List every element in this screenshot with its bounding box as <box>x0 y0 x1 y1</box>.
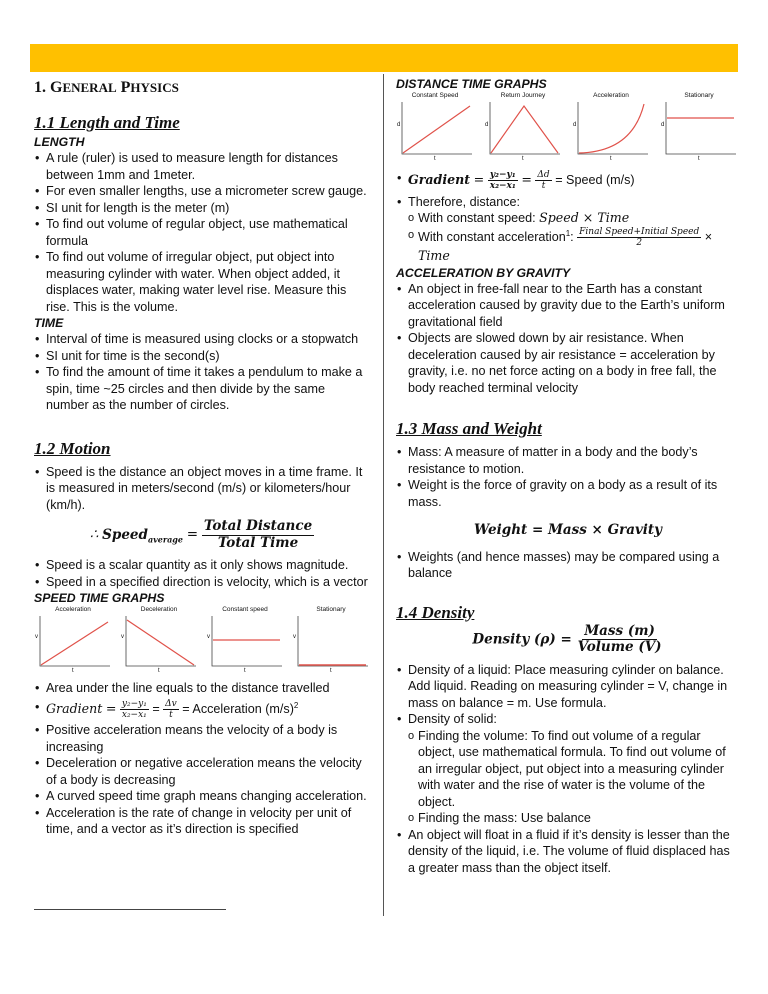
list-item: • Density of solid: <box>396 711 740 728</box>
graph-constant-speed-dt: Constant Speed d t <box>396 92 474 156</box>
motion-intro-list <box>34 464 370 514</box>
column-divider <box>383 74 384 916</box>
list-item: o Finding the volume: To find out volume of a regular object, use mathematical formula. To find out volume of an irregular object, put object into a measuring cylinder with water and the rise of water is the volume of the object. <box>396 728 740 811</box>
weight-equation: Weight = Mass × Gravity <box>473 522 663 539</box>
motion-list <box>34 557 370 590</box>
density-list <box>396 662 740 728</box>
list-item: • To find out volume of irregular object, put object into measuring cylinder with water. When object added, it displaces water, making water level rise. Measure this rise. This is the volume. <box>34 249 370 315</box>
list-item: • Speed in a specified direction is velocity, which is a vector <box>34 574 370 591</box>
footnote-rule <box>34 909 226 910</box>
list-item: • Acceleration is the rate of change in velocity per unit of time, and a vector as it’s direction is specified <box>34 805 370 838</box>
list-item: • Speed is a scalar quantity as it only shows magnitude. <box>34 557 370 574</box>
motion-list-2 <box>34 680 370 838</box>
list-item: • Positive acceleration means the velocity of a body is increasing <box>34 722 370 755</box>
subhead-speed-time-graphs: SPEED TIME GRAPHS <box>34 591 165 606</box>
density-list-2 <box>396 827 740 877</box>
list-item: • Density of a liquid: Place measuring cylinder on balance. Add liquid. Reading on measuring cylinder = V, change in mass on balance = m. Use formula. <box>396 662 740 712</box>
header-banner <box>30 44 738 72</box>
list-item: • Deceleration or negative acceleration means the velocity of a body is decreasing <box>34 755 370 788</box>
distance-time-graphs <box>396 92 740 162</box>
distance-list <box>396 170 740 210</box>
list-item: • An object in free-fall near to the Earth has a constant acceleration caused by gravity due to the Earth’s uniform gravitational field <box>396 281 740 331</box>
left-column <box>34 76 370 838</box>
mass-weight-list-2 <box>396 549 740 582</box>
graph-return-journey: Return Journey d t <box>484 92 562 156</box>
graph-deceleration: Deceleration v t <box>120 606 198 670</box>
graph-line <box>403 106 470 153</box>
graph-line <box>41 622 108 665</box>
section-title-motion: 1.2 Motion <box>34 438 111 458</box>
density-sublist <box>396 728 740 827</box>
average-speed-equation: ∴ Speed$_{average}$ = $\frac{\text{Total Distance}}{\text{Total Time}}$ <box>89 518 313 551</box>
list-item: • Therefore, distance: <box>396 194 740 211</box>
list-item: • Weights (and hence masses) may be compared using a balance <box>396 549 740 582</box>
graph-line <box>127 620 194 665</box>
list-item: • For even smaller lengths, use a micrometer screw gauge. <box>34 183 370 200</box>
graph-line <box>579 104 644 153</box>
section-title-length-time: 1.1 Length and Time <box>34 113 180 132</box>
length-list <box>34 150 370 315</box>
graph-acceleration: Acceleration v t <box>34 606 112 670</box>
list-item: • To find the amount of time it takes a pendulum to make a spin, time ~25 circles and then divide by the same number as the number of circles. <box>34 364 370 414</box>
list-item: • Weight is the force of gravity on a body as a result of its mass. <box>396 477 740 510</box>
graph-constant-speed: Constant speed v t <box>206 606 284 670</box>
distance-sublist <box>396 210 740 265</box>
chapter-title: 1. GENERAL PHYSICS <box>34 79 179 96</box>
list-item: • A rule (ruler) is used to measure length for distances between 1mm and 1meter. <box>34 150 370 183</box>
list-item: o With constant acceleration$^1$: $\frac{\text{Final Speed+Initial Speed}}{2}$ × Time <box>396 227 740 265</box>
gradient-formula: • Gradient = $\frac{\text{y₂−y₁}}{\text{x₂−x₁}}$ = $\frac{\Delta v}{t}$ = Acceleration $(m/s)^2$ <box>34 699 370 721</box>
list-item: • Objects are slowed down by air resistance. When deceleration caused by air resistance = acceleration by gravity, i.e. no net force acting on a body in free fall, the body reached terminal velocity <box>396 330 740 396</box>
list-item: • Interval of time is measured using clocks or a stopwatch <box>34 331 370 348</box>
graph-stationary: Stationary v t <box>292 606 370 670</box>
graph-acceleration-dt: Acceleration d t <box>572 92 650 156</box>
graph-line <box>491 106 558 153</box>
list-item: o With constant speed: Speed × Time <box>396 210 740 227</box>
list-item: • SI unit for time is the second(s) <box>34 348 370 365</box>
subhead-length: LENGTH <box>34 135 85 149</box>
section-title-mass-weight: 1.3 Mass and Weight <box>396 419 542 439</box>
graph-stationary-dt: Stationary d t <box>660 92 738 156</box>
list-item: • An object will float in a fluid if it’s density is lesser than the density of the liquid, i.e. The volume of fluid displaced has a greater mass than the object itself. <box>396 827 740 877</box>
subhead-distance-time-graphs: DISTANCE TIME GRAPHS <box>396 77 547 91</box>
density-equation: Density (ρ) = $\frac{\text{Mass (m)}}{\text{Volume (V)}}$ <box>472 622 662 656</box>
subhead-acceleration-by-gravity: ACCELERATION BY GRAVITY <box>396 265 571 280</box>
list-item: • Area under the line equals to the distance travelled <box>34 680 370 697</box>
time-list <box>34 331 370 414</box>
subhead-time: TIME <box>34 316 64 330</box>
gravity-list <box>396 281 740 397</box>
right-column <box>396 76 740 876</box>
list-item: • Speed is the distance an object moves in a time frame. It is measured in meters/second (m/s) or kilometers/hour (km/h). <box>34 464 370 514</box>
list-item: • SI unit for length is the meter (m) <box>34 200 370 217</box>
gradient-formula-dt: • Gradient = $\frac{\text{y₂−y₁}}{\text{x₂−x₁}}$ = $\frac{\Delta d}{t}$ = Speed (m/s) <box>396 170 740 192</box>
speed-time-graphs <box>34 606 370 675</box>
list-item: • To find out volume of regular object, use mathematical formula <box>34 216 370 249</box>
section-title-density: 1.4 Density <box>396 602 475 622</box>
mass-weight-list <box>396 444 740 510</box>
list-item: • Mass: A measure of matter in a body and the body’s resistance to motion. <box>396 444 740 477</box>
list-item: o Finding the mass: Use balance <box>396 810 740 827</box>
list-item: • A curved speed time graph means changing acceleration. <box>34 788 370 805</box>
